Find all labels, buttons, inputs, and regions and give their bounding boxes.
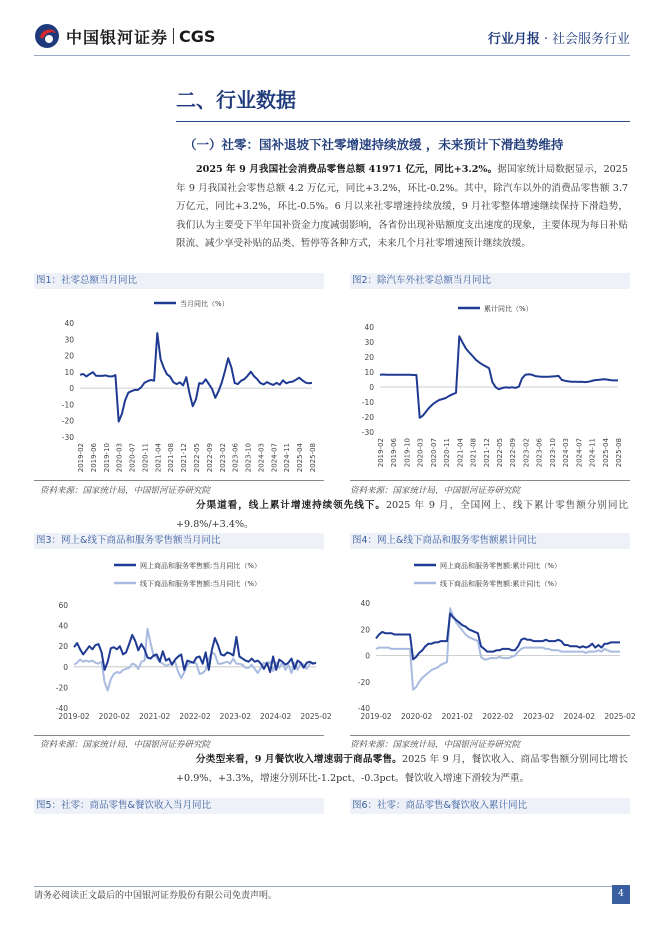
paragraph-channel — [176, 497, 628, 534]
source-rule-4 — [350, 735, 630, 736]
source-rule-2 — [350, 480, 630, 481]
legend-label: 线下商品和服务零售额:累计同比（%） — [440, 580, 562, 588]
x-tick-label: 2024-03 — [562, 438, 571, 468]
section-divider — [176, 121, 630, 122]
figure-4-caption: 图4：网上&线下商品和服务零售额累计同比 — [350, 533, 630, 549]
report-header-label — [488, 28, 630, 47]
x-tick-label: 2019-10 — [102, 443, 111, 473]
chart-retail-monthly-yoy — [34, 291, 324, 479]
figure-4-source: 资料来源：国家统计局，中国银河证券研究院 — [350, 740, 521, 750]
x-tick-label: 2024-02 — [259, 712, 292, 721]
x-tick-label: 2020-03 — [115, 443, 124, 473]
y-tick-label: -20 — [61, 416, 74, 426]
y-tick-label: -40 — [55, 704, 68, 713]
chart-online-offline-monthly — [34, 551, 332, 733]
y-tick-label: 0 — [365, 651, 370, 661]
x-tick-label: 2022-09 — [509, 438, 518, 468]
paragraph-body: 2025 年 9 月，餐饮收入、商品零售额分别同比增长+0.9%、+3.3%，增速分别环比-1.2pct、-0.3pct。餐饮收入增速下滑较为严重。 — [176, 754, 628, 784]
y-tick-label: 20 — [364, 353, 374, 362]
x-tick-label: 2023-06 — [231, 443, 240, 473]
y-tick-label: -20 — [357, 677, 370, 687]
x-tick-label: 2021-08 — [469, 438, 478, 468]
x-tick-label: 2024-07 — [575, 438, 584, 468]
x-tick-label: 2025-04 — [296, 443, 305, 473]
y-tick-label: 10 — [64, 367, 74, 377]
x-tick-label: 2022-05 — [193, 443, 201, 473]
x-tick-label: 2020-11 — [141, 443, 150, 473]
x-tick-label: 2025-08 — [615, 438, 623, 468]
legend-label: 网上商品和服务零售额:当月同比（%） — [140, 562, 262, 570]
paragraph-lead: 2025 年 9 月我国社会消费品零售总额 41971 亿元，同比+3.2%。 — [196, 164, 498, 175]
paragraph-body: 2025 年 9 月，全国网上、线下累计零售额分别同比+9.8%/+3.4%。 — [176, 500, 629, 530]
series-line-1 — [80, 333, 312, 421]
brand-logo — [34, 22, 215, 50]
x-tick-label: 2025-04 — [601, 438, 610, 468]
x-tick-label: 2021-04 — [456, 438, 465, 468]
y-tick-label: 40 — [364, 323, 374, 332]
x-tick-label: 2020-02 — [400, 712, 433, 721]
y-tick-label: 40 — [64, 319, 74, 328]
figure-2-source: 资料来源：国家统计局，中国银河证券研究院 — [350, 486, 521, 496]
x-tick-label: 2020-02 — [98, 712, 131, 721]
cgs-logo-icon — [34, 23, 60, 49]
x-tick-label: 2019-02 — [360, 712, 392, 721]
y-tick-label: 40 — [360, 599, 370, 608]
y-tick-label: 20 — [360, 625, 370, 635]
y-tick-label: 0 — [369, 383, 374, 392]
x-tick-label: 2019-02 — [58, 712, 90, 721]
x-tick-label: 2022-02 — [482, 712, 514, 721]
figure-1-source: 资料来源：国家统计局，中国银河证券研究院 — [40, 486, 211, 496]
x-tick-label: 2021-12 — [180, 443, 189, 473]
x-tick-label: 2020-11 — [443, 438, 452, 468]
x-tick-label: 2019-06 — [390, 438, 399, 468]
legend-label: 累计同比（%） — [484, 305, 533, 313]
x-tick-label: 2024-11 — [283, 443, 292, 473]
x-tick-label: 2024-03 — [257, 443, 266, 473]
paragraph-category — [176, 751, 628, 788]
x-tick-label: 2021-08 — [167, 443, 176, 473]
x-tick-label: 2021-02 — [441, 712, 474, 721]
paragraph-retail-overview — [176, 161, 628, 254]
figure-2-caption: 图2：除汽车外社零总额当月同比 — [350, 273, 630, 289]
y-tick-label: 30 — [364, 338, 374, 347]
figure-5-caption: 图5：社零：商品零售&餐饮收入当月同比 — [34, 798, 324, 814]
y-tick-label: 10 — [364, 368, 374, 377]
x-tick-label: 2021-04 — [154, 443, 163, 473]
x-tick-label: 2022-05 — [496, 438, 504, 468]
x-tick-label: 2025-02 — [604, 712, 636, 721]
source-rule-1 — [34, 480, 324, 481]
section-title: 二、行业数据 — [176, 88, 296, 112]
y-tick-label: 40 — [58, 621, 68, 631]
x-tick-label: 2020-03 — [416, 438, 425, 468]
x-tick-label: 2021-02 — [138, 712, 171, 721]
y-tick-label: -30 — [61, 433, 74, 442]
x-tick-label: 2020-07 — [128, 443, 137, 473]
legend-label: 网上商品和服务零售额:累计同比（%） — [440, 562, 562, 570]
x-tick-label: 2024-02 — [563, 712, 596, 721]
source-rule-3 — [34, 735, 324, 736]
y-tick-label: 0 — [63, 662, 68, 672]
x-tick-label: 2023-02 — [219, 712, 252, 721]
y-tick-label: -10 — [361, 398, 374, 407]
x-tick-label: 2020-07 — [429, 438, 438, 468]
x-tick-label: 2023-02 — [218, 443, 227, 473]
x-tick-label: 2019-06 — [89, 443, 98, 473]
x-tick-label: 2023-02 — [522, 438, 531, 468]
x-tick-label: 2025-02 — [300, 712, 332, 721]
x-tick-label: 2019-02 — [77, 443, 85, 473]
figure-1-caption: 图1：社零总额当月同比 — [34, 273, 324, 289]
chart-retail-ex-auto-cumulative — [350, 291, 630, 479]
subsection-title: （一）社零：国补退坡下社零增速持续放缓 ，未来预计下滑趋势维持 — [184, 137, 564, 152]
page-number: 4 — [612, 885, 630, 904]
paragraph-lead: 分类型来看，9 月餐饮收入增速弱于商品零售。 — [196, 754, 402, 765]
y-tick-label: -40 — [357, 704, 370, 713]
x-tick-label: 2023-10 — [548, 438, 557, 468]
x-tick-label: 2023-06 — [535, 438, 544, 468]
series-line-1 — [380, 336, 618, 418]
x-tick-label: 2023-02 — [522, 712, 555, 721]
x-tick-label: 2019-10 — [403, 438, 412, 468]
x-tick-label: 2022-02 — [179, 712, 211, 721]
x-tick-label: 2021-12 — [482, 438, 491, 468]
y-tick-label: -30 — [361, 428, 374, 437]
y-tick-label: 20 — [64, 351, 74, 361]
paragraph-body: 据国家统计局数据显示，2025 年 9 月我国社会零售总额 4.2 万亿元，同比+3.2%，环比-0.2%。其中，除汽车以外的消费品零售额 3.7 万亿元，同比+3.2%，环比-0.5%。6 月以来社零增速持续放缓，9 月社零整体增速继续保持下滑趋势，我们认为主要受下半年国补资金力度减弱影响，各省份出现补贴额度支出速度的现象，主要体现为每日补贴限流、减少享受补贴的品类、暂停等各种方式，未来几个月社零增速预计继续放缓。 — [176, 164, 628, 249]
legend-label: 线下商品和服务零售额:当月同比（%） — [140, 580, 262, 588]
x-tick-label: 2024-07 — [270, 443, 279, 473]
y-tick-label: 60 — [58, 601, 68, 610]
logo-en-text: CGS — [179, 26, 216, 46]
header-dot: · — [543, 32, 548, 47]
y-tick-label: -10 — [61, 400, 74, 410]
footer-divider — [34, 886, 630, 887]
x-tick-label: 2019-02 — [377, 438, 385, 468]
y-tick-label: -20 — [361, 413, 374, 422]
x-tick-label: 2023-10 — [244, 443, 253, 473]
footer-disclaimer: 请务必阅读正文最后的中国银河证券股份有限公司免责声明。 — [34, 891, 278, 901]
figure-3-source: 资料来源：国家统计局，中国银河证券研究院 — [40, 740, 211, 750]
industry-name: 社会服务行业 — [551, 32, 630, 47]
x-tick-label: 2024-11 — [588, 438, 597, 468]
y-tick-label: -20 — [55, 683, 68, 693]
logo-cn-text: 中国银河证券 — [66, 27, 169, 47]
paragraph-lead: 分渠道看，线上累计增速持续领先线下。 — [196, 500, 386, 511]
x-tick-label: 2022-09 — [205, 443, 214, 473]
logo-separator — [173, 28, 174, 44]
header-divider — [34, 55, 630, 56]
figure-3-caption: 图3：网上&线下商品和服务零售额当月同比 — [34, 533, 324, 549]
y-tick-label: 20 — [58, 642, 68, 652]
chart-online-offline-cumulative — [350, 551, 636, 733]
figure-6-caption: 图6：社零：商品零售&餐饮收入累计同比 — [350, 798, 630, 814]
report-type: 行业月报 — [487, 32, 540, 47]
x-tick-label: 2025-08 — [309, 443, 317, 473]
y-tick-label: 30 — [64, 335, 74, 345]
legend-label: 当月同比（%） — [180, 300, 229, 308]
y-tick-label: 0 — [69, 384, 74, 394]
